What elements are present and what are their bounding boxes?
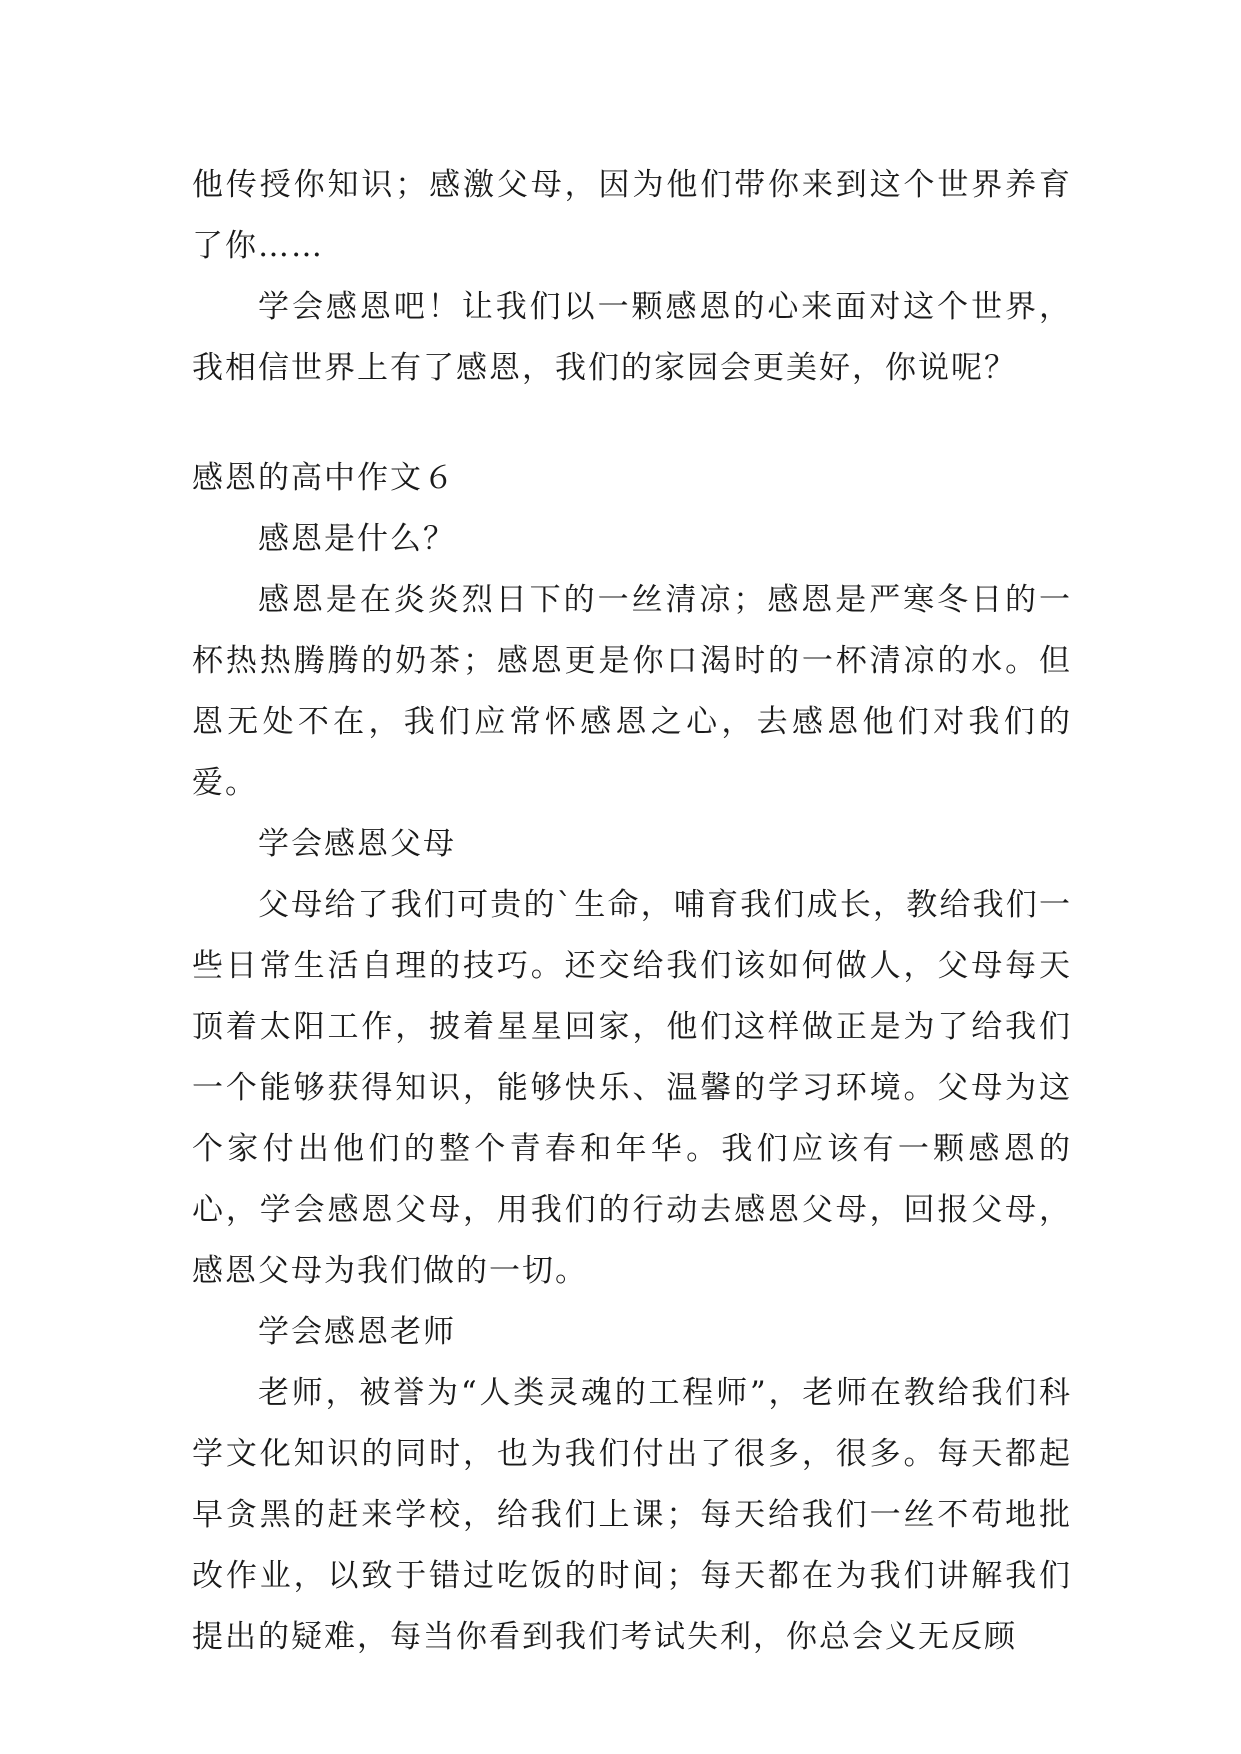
paragraph-teachers: 老师，被誉为“人类灵魂的工程师”，老师在教给我们科学文化知识的同时，也为我们付出了很多，很多。每天都起早贪黑的赶来学校，给我们上课；每天给我们一丝不苟地批改作业，以致于错过吃饭的时间；每天都在为我们讲解我们提出的疑难，每当你看到我们考试失利，你总会义无反顾 [192, 1375, 1072, 1655]
paragraph-question: 感恩是什么？ [258, 521, 456, 557]
paragraph-definition: 感恩是在炎炎烈日下的一丝清凉；感恩是严寒冬日的一杯热热腾腾的奶茶；感恩更是你口渴时的一杯清凉的水。但恩无处不在，我们应常怀感恩之心，去感恩他们对我们的爱。 [192, 582, 1072, 801]
section-spacer [192, 399, 1072, 448]
paragraph-conclusion: 学会感恩吧！让我们以一颗感恩的心来面对这个世界，我相信世界上有了感恩，我们的家园会更美好，你说呢？ [192, 289, 1072, 386]
subheading-teachers: 学会感恩老师 [258, 1314, 456, 1350]
paragraph-parents: 父母给了我们可贵的`生命，哺育我们成长，教给我们一些日常生活自理的技巧。还交给我们该如何做人，父母每天顶着太阳工作，披着星星回家，他们这样做正是为了给我们一个能够获得知识，能够快乐、温馨的学习环境。父母为这个家付出他们的整个青春和年华。我们应该有一颗感恩的心，学会感恩父母，用我们的行动去感恩父母，回报父母，感恩父母为我们做的一切。 [192, 887, 1072, 1289]
document-body [192, 155, 1072, 1668]
paragraph-continuation: 他传授你知识；感激父母，因为他们带你来到这个世界养育了你…… [192, 167, 1072, 264]
subheading-parents: 学会感恩父母 [258, 826, 456, 862]
section-heading: 感恩的高中作文６ [192, 460, 456, 496]
